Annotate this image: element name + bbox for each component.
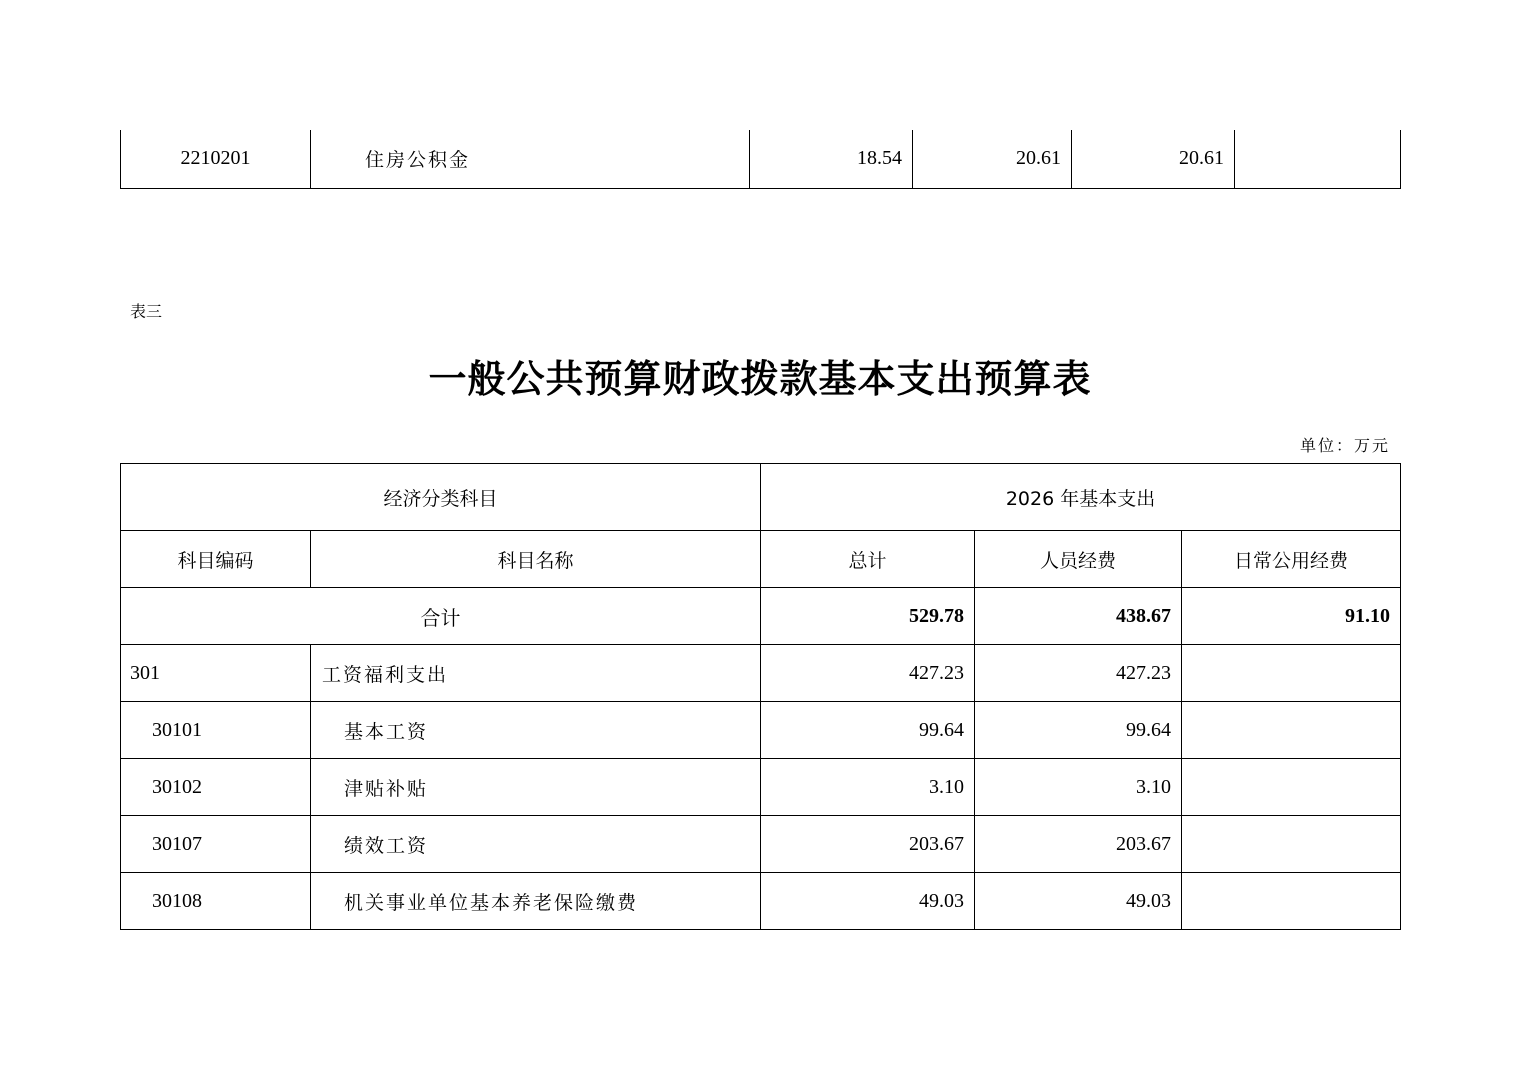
table-label: 表三 <box>130 302 163 321</box>
row-code: 30101 <box>121 702 311 759</box>
row-personnel: 203.67 <box>975 816 1182 873</box>
total-personnel-value: 438.67 <box>975 588 1182 645</box>
row-name: 基本工资 <box>311 702 761 759</box>
header-code: 科目编码 <box>121 531 311 588</box>
row-code: 30107 <box>121 816 311 873</box>
row-code: 30108 <box>121 873 311 930</box>
row-total: 3.10 <box>761 759 975 816</box>
row-personnel: 3.10 <box>975 759 1182 816</box>
total-public-value: 91.10 <box>1182 588 1401 645</box>
row-name: 工资福利支出 <box>311 645 761 702</box>
total-label: 合计 <box>121 588 761 645</box>
header-name: 科目名称 <box>311 531 761 588</box>
header-public: 日常公用经费 <box>1182 531 1401 588</box>
row-name: 机关事业单位基本养老保险缴费 <box>311 873 761 930</box>
header-personnel: 人员经费 <box>975 531 1182 588</box>
page-title: 一般公共预算财政拨款基本支出预算表 <box>428 356 1092 401</box>
header-row-columns <box>121 531 1401 588</box>
table-row <box>121 645 1401 702</box>
row-value-3: 20.61 <box>1072 130 1235 188</box>
row-personnel: 99.64 <box>975 702 1182 759</box>
table-row <box>121 702 1401 759</box>
table-row <box>121 873 1401 930</box>
row-personnel: 49.03 <box>975 873 1182 930</box>
row-public <box>1182 759 1401 816</box>
unit-label: 单位：万元 <box>1299 436 1390 455</box>
row-code: 30102 <box>121 759 311 816</box>
total-value: 529.78 <box>761 588 975 645</box>
row-value-2: 20.61 <box>913 130 1072 188</box>
row-name: 住房公积金 <box>311 130 750 188</box>
previous-table <box>120 130 1401 189</box>
header-row-group <box>121 464 1401 531</box>
row-code: 2210201 <box>121 130 311 188</box>
table-row <box>121 130 1401 188</box>
row-public <box>1182 816 1401 873</box>
row-value-1: 18.54 <box>750 130 913 188</box>
row-total: 203.67 <box>761 816 975 873</box>
budget-table <box>120 463 1401 930</box>
row-personnel: 427.23 <box>975 645 1182 702</box>
row-total: 427.23 <box>761 645 975 702</box>
header-economic-classification: 经济分类科目 <box>121 464 761 531</box>
table-row <box>121 759 1401 816</box>
row-public <box>1182 702 1401 759</box>
row-total: 99.64 <box>761 702 975 759</box>
row-total: 49.03 <box>761 873 975 930</box>
row-code: 301 <box>121 645 311 702</box>
total-row <box>121 588 1401 645</box>
row-name: 绩效工资 <box>311 816 761 873</box>
row-public <box>1182 645 1401 702</box>
row-name: 津贴补贴 <box>311 759 761 816</box>
row-public <box>1182 873 1401 930</box>
table-row <box>121 816 1401 873</box>
row-value-4 <box>1235 130 1401 188</box>
header-total: 总计 <box>761 531 975 588</box>
header-basic-expenditure: 2026 年基本支出 <box>761 464 1401 531</box>
